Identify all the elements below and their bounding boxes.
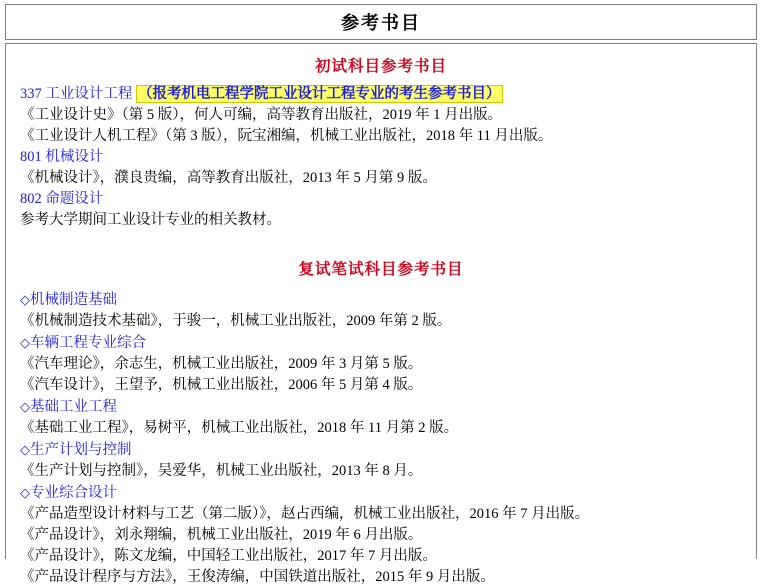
diamond-icon: ◇ — [20, 485, 30, 500]
page-title: 参考书目 — [341, 13, 421, 33]
book-line: 《机械制造技术基础》，于骏一，机械工业出版社，2009 年第 2 版。 — [20, 313, 452, 329]
subject-code: 802 — [20, 191, 42, 207]
group-name: 机械制造基础 — [30, 292, 117, 308]
book-line: 《汽车理论》，余志生，机械工业出版社，2009 年 3 月第 5 版。 — [20, 356, 423, 372]
subject-name: 工业设计工程 — [45, 86, 133, 102]
section-heading-first: 初试科目参考书目 — [314, 58, 447, 75]
diamond-icon: ◇ — [20, 335, 30, 350]
subject-line — [20, 189, 742, 210]
subject-code: 801 — [20, 149, 42, 165]
group-name: 车辆工程专业综合 — [30, 335, 146, 351]
subject-line — [20, 84, 742, 105]
document-title-box — [5, 4, 757, 40]
book-line: 《产品设计》，陈文龙编，中国轻工业出版社，2017 年 7 月出版。 — [20, 548, 437, 564]
group-line — [20, 396, 742, 418]
group-line — [20, 289, 742, 311]
subject-code: 337 — [20, 86, 42, 102]
diamond-icon: ◇ — [20, 442, 30, 457]
group-line — [20, 439, 742, 461]
group-line — [20, 332, 742, 354]
book-line: 《工业设计史》（第 5 版），何人可编，高等教育出版社，2019 年 1 月出版。 — [20, 107, 503, 123]
diamond-icon: ◇ — [20, 399, 30, 414]
book-line: 《产品造型设计材料与工艺（第二版）》，赵占西编，机械工业出版社，2016 年 7 月出版。 — [20, 506, 590, 522]
book-line: 《机械设计》，濮良贵编，高等教育出版社，2013 年 5 月第 9 版。 — [20, 170, 437, 186]
book-line: 《产品设计程序与方法》，王俊涛编，中国铁道出版社，2015 年 9 月出版。 — [20, 569, 495, 585]
document-page — [0, 4, 762, 585]
book-line: 参考大学期间工业设计专业的相关教材。 — [20, 212, 281, 228]
book-line: 《基础工业工程》，易树平，机械工业出版社，2018 年 11 月第 2 版。 — [20, 420, 459, 436]
subject-name: 机械设计 — [45, 149, 104, 165]
subject-name: 命题设计 — [45, 191, 104, 207]
book-line: 《工业设计人机工程》（第 3 版），阮宝湘编，机械工业出版社，2018 年 11 月出版。 — [20, 128, 553, 144]
book-line: 《产品设计》，刘永翔编，机械工业出版社，2019 年 6 月出版。 — [20, 527, 423, 543]
diamond-icon: ◇ — [20, 292, 30, 307]
group-line — [20, 482, 742, 504]
group-name: 基础工业工程 — [30, 399, 117, 415]
subject-note-highlight: （报考机电工程学院工业设计工程专业的考生参考书目） — [138, 86, 501, 102]
group-name: 专业综合设计 — [30, 485, 117, 501]
subject-line — [20, 147, 742, 168]
book-line: 《生产计划与控制》，吴爱华，机械工业出版社，2013 年 8 月。 — [20, 463, 423, 479]
section-heading-second: 复试笔试科目参考书目 — [298, 261, 464, 278]
document-body — [5, 43, 757, 585]
group-name: 生产计划与控制 — [30, 442, 132, 458]
book-line: 《汽车设计》，王望予，机械工业出版社，2006 年 5 月第 4 版。 — [20, 377, 423, 393]
